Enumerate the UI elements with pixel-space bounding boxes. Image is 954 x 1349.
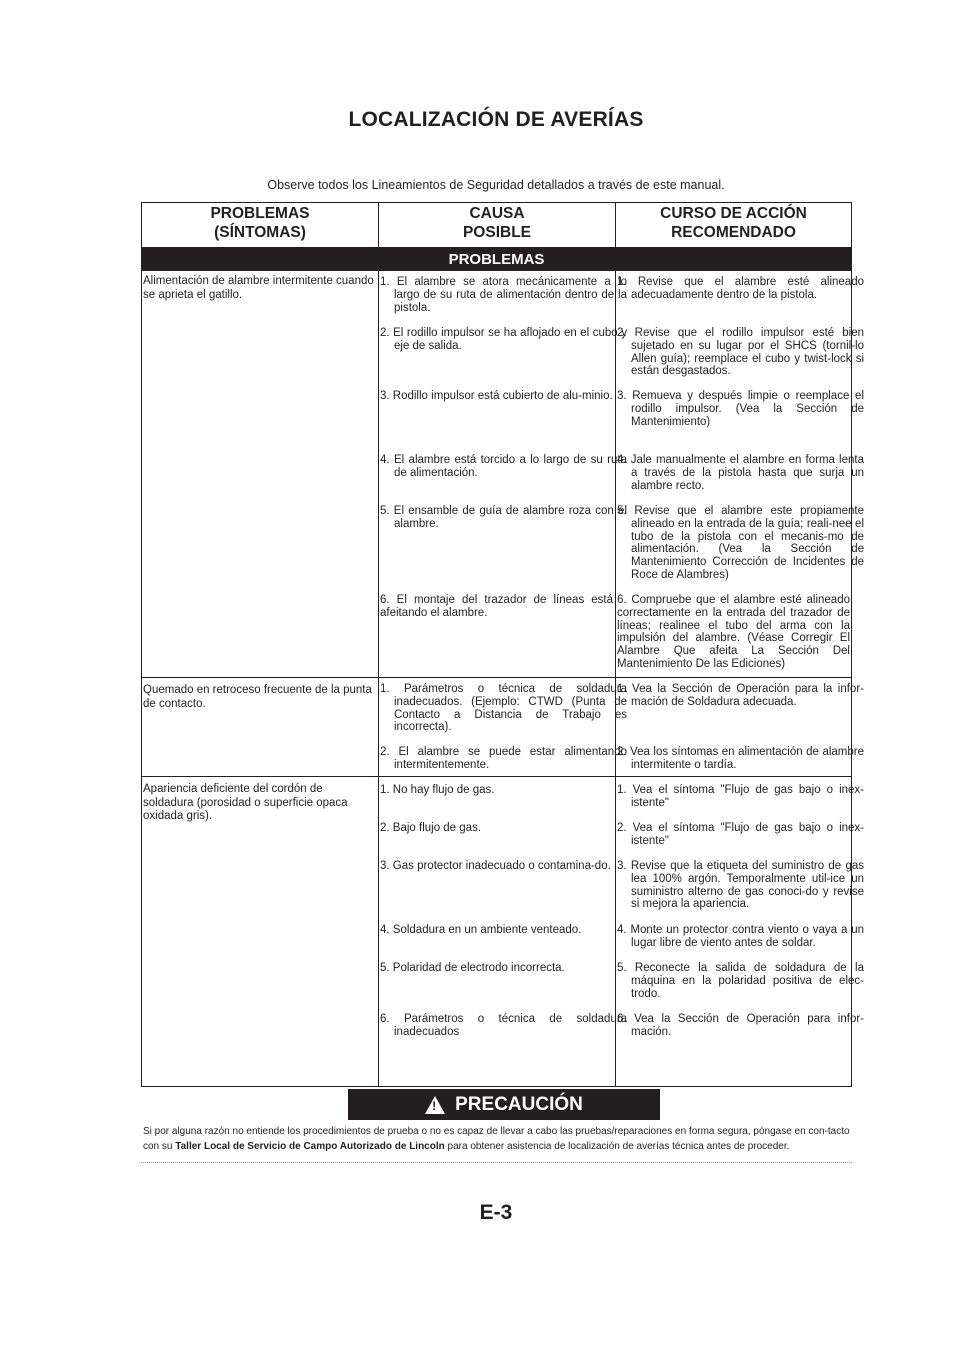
action-item: 1. Revise que el alambre esté alineado adecuadamente dentro de la pistola.	[617, 276, 864, 301]
row-divider	[141, 776, 852, 777]
page-title: LOCALIZACIÓN DE AVERÍAS	[348, 108, 644, 131]
caution-text-before: Si por alguna razón no entiende los procedimientos de prueba o no es capaz de llevar a cabo las pruebas/reparaciones en forma segura, póngase en con-tacto con su	[143, 1126, 850, 1152]
action-item: 1. Vea el síntoma "Flujo de gas bajo o inex-istente"	[617, 784, 864, 809]
header-problems	[141, 202, 379, 248]
action-item: 4. Jale manualmente el alambre en forma lenta a través de la pistola hasta que surja un alambre recto.	[617, 454, 864, 492]
cause-item: 6. Parámetros o técnica de soldadura inadecuados	[380, 1013, 627, 1038]
symptom-cell: Quemado en retroceso frecuente de la punta de contacto.	[143, 684, 372, 710]
header-action-line1: CURSO DE ACCIÓN	[660, 205, 807, 222]
cause-item: 2. El alambre se puede estar alimentando intermitentemente.	[380, 746, 627, 771]
action-item: 4. Monte un protector contra viento o vaya a un lugar libre de viento antes de soldar.	[617, 924, 864, 949]
cause-item: 4. El alambre está torcido a lo largo de su ruta de alimentación.	[380, 454, 627, 479]
header-problems-line1: PROBLEMAS	[210, 205, 310, 222]
column-problems	[141, 248, 379, 1087]
header-cause-line1: CAUSA	[469, 205, 525, 222]
caution-text-bold: Taller Local de Servicio de Campo Autorizado de Lincoln	[175, 1141, 445, 1152]
header-action	[615, 202, 852, 248]
safety-note: Observe todos los Lineamientos de Seguridad detallados a través de este manual.	[267, 178, 725, 192]
header-cause-line2: POSIBLE	[462, 224, 532, 241]
action-item: 2. Vea el síntoma "Flujo de gas bajo o inex-istente"	[617, 822, 864, 847]
symptom-cell: Apariencia deficiente del cordón de soldadura (porosidad o superficie opaca oxidada gris).	[143, 783, 348, 822]
action-item: 5. Reconecte la salida de soldadura de la máquina en la polaridad positiva de elec-trodo.	[617, 962, 864, 1000]
cause-item: 1. Parámetros o técnica de soldadura inadecuados. (Ejemplo: CTWD (Punta de Contacto a Distancia de Trabajo es incorrecta).	[380, 683, 627, 734]
header-action-line2: RECOMENDADO	[671, 224, 796, 241]
cause-item: 5. Polaridad de electrodo incorrecta.	[380, 962, 565, 974]
symptom-cell: Alimentación de alambre intermitente cuando se aprieta el gatillo.	[143, 275, 374, 301]
section-band: PROBLEMAS	[141, 249, 852, 271]
cause-item: 5. El ensamble de guía de alambre roza con el alambre.	[380, 505, 627, 530]
action-item: 3. Remueva y después limpie o reemplace el rodillo impulsor. (Vea la Sección de Mantenimiento)	[617, 390, 864, 428]
cause-item: 6. El montaje del trazador de líneas está afeitando el alambre.	[380, 594, 613, 619]
header-cause	[378, 202, 616, 248]
cause-item: 2. Bajo flujo de gas.	[380, 822, 482, 834]
cause-item: 3. Gas protector inadecuado o contamina-do.	[380, 860, 611, 872]
action-item: 5. Revise que el alambre este propiamente alineado en la entrada de la guía; reali-nee el tubo de la pistola con el mecanis-mo de alimentación. (Vea la Sección de Mantenimiento Corrección de Incidentes de Roce de Alambres)	[617, 505, 864, 581]
header-problems-line2: (SÍNTOMAS)	[214, 224, 306, 241]
cause-item: 2. El rodillo impulsor se ha aflojado en el cubo y eje de salida.	[380, 327, 627, 352]
action-item: 6. Vea la Sección de Operación para infor-mación.	[617, 1013, 864, 1038]
caution-label: PRECAUCIÓN	[455, 1093, 583, 1115]
cause-item: 1. El alambre se atora mecánicamente a lo largo de su ruta de alimentación dentro de la pistola.	[380, 276, 627, 314]
cause-item: 3. Rodillo impulsor está cubierto de alu-minio.	[380, 390, 613, 402]
action-item: 2. Vea los síntomas en alimentación de alambre intermitente o tardía.	[617, 746, 864, 771]
dotted-divider	[141, 1162, 852, 1163]
action-item: 3. Revise que la etiqueta del suministro de gas lea 100% argón. Temporalmente util-ice un suministro alterno de gas conoci-do y revise si mejora la apariencia.	[617, 860, 864, 911]
warning-triangle-icon: !	[425, 1096, 445, 1114]
caution-text	[143, 1124, 853, 1154]
action-item: 1. Vea la Sección de Operación para la infor-mación de Soldadura adecuada.	[617, 683, 864, 708]
caution-banner	[348, 1089, 660, 1120]
cause-item: 4. Soldadura en un ambiente venteado.	[380, 924, 582, 936]
caution-text-after: para obtener asistencia de localización de averías técnica antes de proceder.	[444, 1141, 790, 1152]
row-divider	[141, 677, 852, 678]
action-item: 6. Compruebe que el alambre esté alineado correctamente en la entrada del trazador de líneas; realinee el tubo del arma con la impulsión del alambre. (Véase Corregir El Alambre Que afeita La Sección Del Mantenimiento De las Ediciones)	[617, 594, 850, 670]
cause-item: 1. No hay flujo de gas.	[380, 784, 495, 796]
page-number: E-3	[479, 1201, 513, 1224]
action-item: 2. Revise que el rodillo impulsor esté bien sujetado en su lugar por el SHCS (tornil-lo Allen guía); reemplace el cubo y twist-lock si están desgastados.	[617, 327, 864, 378]
